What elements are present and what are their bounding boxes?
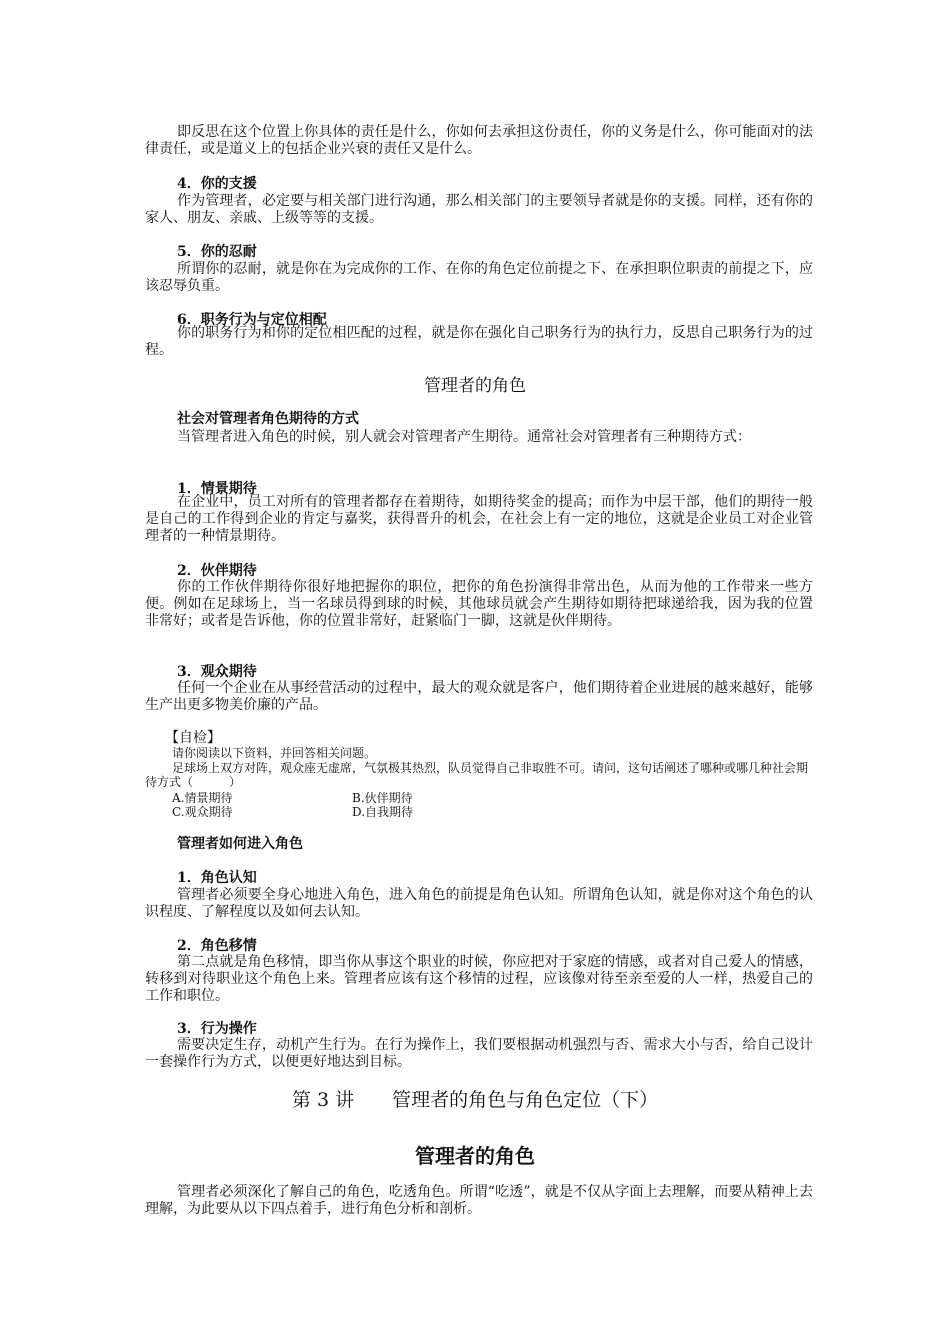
paragraph-conduct: 你的职务行为和你的定位相匹配的过程，就是你在强化自己职务行为的执行力，反思自己职务行为的过程。 xyxy=(145,325,813,358)
heading-patience: 5．你的忍耐 xyxy=(177,244,257,260)
paragraph-social-expectation: 当管理者进入角色的时候，别人就会对管理者产生期待。通常社会对管理者有三种期待方式： xyxy=(177,429,751,445)
paragraph-role-empathy: 第二点就是角色移情，即当你从事这个职业的时候，你应把对于家庭的情感，或者对自己爱人的情感，转移到对待职业这个角色上来。管理者应该有这个移情的过程，应该像对待至亲至爱的人一样，热爱自己的工作和职位。 xyxy=(145,954,813,1004)
heading-behavior: 3．行为操作 xyxy=(177,1021,257,1037)
paragraph-role-cognition: 管理者必须要全身心地进入角色，进入角色的前提是角色认知。所谓角色认知，就是你对这个角色的认识程度、了解程度以及如何去认知。 xyxy=(145,887,813,920)
paragraph-support: 作为管理者，必定要与相关部门进行沟通，那么相关部门的主要领导者就是你的支援。同样，还有你的家人、朋友、亲戚、上级等等的支援。 xyxy=(145,193,813,226)
heading-social-expectation: 社会对管理者角色期待的方式 xyxy=(177,411,359,427)
paragraph-patience: 所谓你的忍耐，就是你在为完成你的工作、在你的角色定位前提之下、在承担职位职责的前提之下，应该忍辱负重。 xyxy=(145,261,813,294)
paragraph-partner: 你的工作伙伴期待你很好地把握你的职位，把你的角色扮演得非常出色，从而为他的工作带来一些方便。例如在足球场上，当一名球员得到球的时候，其他球员就会产生期待如期待把球递给我，因为我的位置非常好；或者是告诉他，你的位置非常好，赶紧临门一脚，这就是伙伴期待。 xyxy=(145,579,813,629)
heading-support: 4．你的支援 xyxy=(177,176,257,192)
final-paragraph: 管理者必须深化了解自己的角色，吃透角色。所谓“吃透”，就是不仅从字面上去理解，而要从精神上去理解，为此要从以下四点着手，进行角色分析和剖析。 xyxy=(145,1184,813,1217)
option-c: C.观众期待 xyxy=(172,805,233,819)
heading-conduct: 6．职务行为与定位相配 xyxy=(177,312,327,328)
self-check-question: 足球场上双方对阵，观众座无虚席，气氛极其热烈，队员觉得自己非取胜不可。请问，这句话阐述了哪种或哪几种社会期待方式（ ） xyxy=(145,761,809,789)
heading-role-empathy: 2．角色移情 xyxy=(177,938,257,954)
option-b: B.伙伴期待 xyxy=(352,791,413,805)
self-check-label: 【自检】 xyxy=(165,730,221,746)
heading-situational: 1．情景期待 xyxy=(177,481,257,497)
lecture-title: 第 3 讲 管理者的角色与角色定位（下） xyxy=(291,1089,659,1111)
heading-partner: 2．伙伴期待 xyxy=(177,563,257,579)
heading-enter-role: 管理者如何进入角色 xyxy=(177,836,303,852)
intro-paragraph: 即反思在这个位置上你具体的责任是什么，你如何去承担这份责任，你的义务是什么，你可能面对的法律责任，或是道义上的包括企业兴衰的责任又是什么。 xyxy=(145,124,813,157)
paragraph-behavior: 需要决定生存，动机产生行为。在行为操作上，我们要根据动机强烈与否、需求大小与否，给自己设计一套操作行为方式，以便更好地达到目标。 xyxy=(145,1037,813,1070)
option-d: D.自我期待 xyxy=(352,805,414,819)
paragraph-situational: 在企业中，员工对所有的管理者都存在着期待，如期待奖金的提高；而作为中层干部，他们的期待一般是自己的工作得到企业的肯定与嘉奖，获得晋升的机会，在社会上有一定的地位，这就是企业员工对企业管理者的一种情景期待。 xyxy=(145,494,813,544)
heading-audience: 3．观众期待 xyxy=(177,664,257,680)
option-a: A.情景期待 xyxy=(172,791,233,805)
section-title: 管理者的角色 xyxy=(415,1144,535,1168)
paragraph-audience: 任何一个企业在从事经营活动的过程中，最大的观众就是客户，他们期待着企业进展的越来越好，能够生产出更多物美价廉的产品。 xyxy=(145,680,813,713)
heading-role-cognition: 1．角色认知 xyxy=(177,870,257,886)
self-check-instruction: 请你阅读以下资料，并回答相关问题。 xyxy=(172,746,377,760)
role-title: 管理者的角色 xyxy=(424,376,526,396)
